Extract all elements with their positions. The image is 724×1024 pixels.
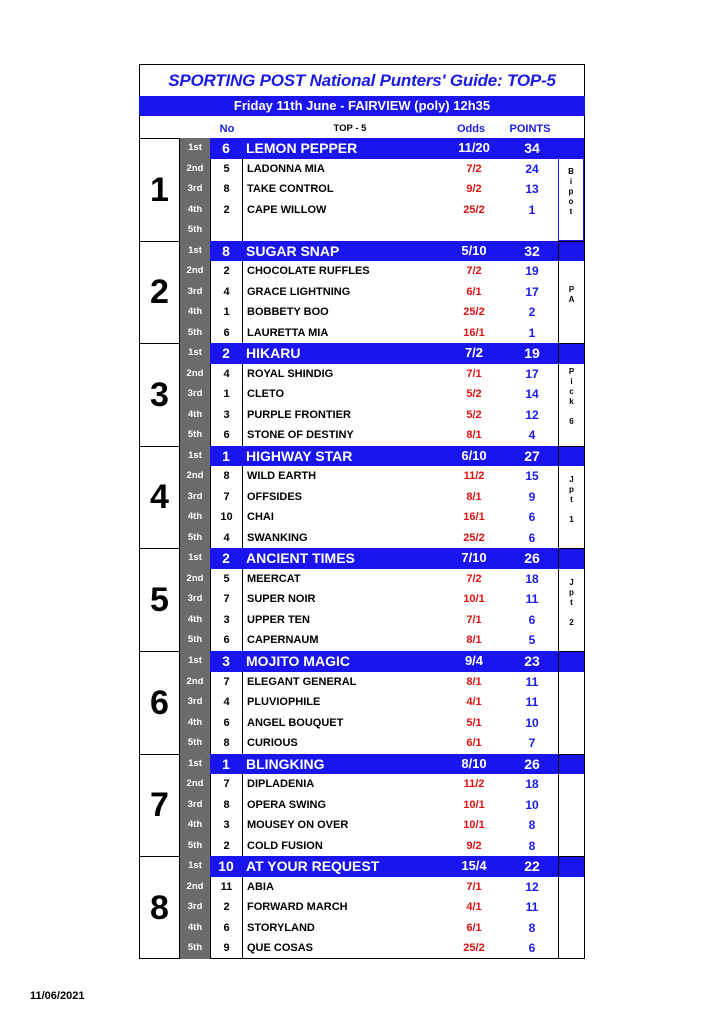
horse-number: 6 bbox=[210, 918, 242, 939]
points: 10 bbox=[525, 797, 539, 812]
horse-number: 4 bbox=[210, 528, 242, 549]
horse-number: 6 bbox=[210, 323, 242, 344]
odds: 7/2 bbox=[466, 265, 482, 278]
odds: 7/10 bbox=[461, 550, 487, 566]
bet-type-text: J p t 1 bbox=[569, 475, 574, 525]
horse-name: WILD EARTH bbox=[242, 466, 442, 487]
race-block bbox=[140, 754, 584, 857]
points: 8 bbox=[528, 838, 536, 853]
horse-number: 3 bbox=[210, 815, 242, 836]
bet-type-label bbox=[558, 138, 584, 241]
header-top5: TOP - 5 bbox=[333, 123, 367, 134]
points: 6 bbox=[528, 510, 536, 525]
position: 5th bbox=[187, 634, 203, 646]
position: 3rd bbox=[187, 696, 203, 707]
horse-name: ANGEL BOUQUET bbox=[242, 713, 442, 734]
points: 5 bbox=[528, 633, 536, 648]
horse-number: 8 bbox=[222, 242, 230, 259]
header-odds: Odds bbox=[456, 123, 486, 135]
horse-number: 6 bbox=[210, 630, 242, 651]
horse-name: OFFSIDES bbox=[242, 487, 442, 508]
table-row bbox=[180, 672, 584, 693]
points: 6 bbox=[528, 941, 536, 956]
points: 12 bbox=[525, 879, 539, 894]
position: 1st bbox=[180, 241, 210, 262]
position: 3rd bbox=[187, 285, 203, 297]
horse-number: 8 bbox=[210, 795, 242, 816]
race-number: 1 bbox=[140, 138, 180, 241]
horse-name: MOUSEY ON OVER bbox=[242, 815, 442, 836]
position: 1st bbox=[180, 446, 210, 467]
horse-name: COLD FUSION bbox=[242, 836, 442, 857]
race-number: 7 bbox=[140, 754, 180, 857]
position: 4th bbox=[187, 921, 203, 933]
horse-name: TAKE CONTROL bbox=[242, 179, 442, 200]
odds: 16/1 bbox=[463, 511, 485, 524]
table-row bbox=[180, 877, 584, 898]
odds: 10/1 bbox=[463, 819, 485, 832]
odds: 9/2 bbox=[466, 183, 482, 195]
table-row bbox=[180, 179, 584, 200]
horse-name: OPERA SWING bbox=[242, 795, 442, 816]
horse-number: 1 bbox=[210, 302, 242, 323]
horse-name: CHOCOLATE RUFFLES bbox=[242, 261, 442, 282]
race-number: 2 bbox=[140, 241, 180, 344]
bet-type-text: P A bbox=[568, 284, 575, 304]
bet-type-label bbox=[558, 446, 584, 549]
odds: 9/2 bbox=[466, 839, 482, 852]
horse-name: ROYAL SHINDIG bbox=[242, 364, 442, 385]
odds: 5/10 bbox=[461, 242, 487, 258]
position: 5th bbox=[187, 429, 203, 441]
horse-number: 2 bbox=[210, 897, 242, 918]
odds: 9/4 bbox=[464, 653, 484, 668]
top-pick-row bbox=[180, 548, 584, 569]
table-row bbox=[180, 487, 584, 508]
odds: 5/2 bbox=[466, 388, 482, 401]
bet-type-label bbox=[558, 343, 584, 446]
table-row bbox=[180, 610, 584, 631]
horse-number: 9 bbox=[210, 938, 242, 959]
odds: 8/10 bbox=[461, 755, 487, 771]
points: 32 bbox=[524, 242, 540, 259]
horse-number: 2 bbox=[210, 836, 242, 857]
odds: 7/1 bbox=[466, 613, 482, 626]
horse-number: 5 bbox=[210, 569, 242, 590]
points: 18 bbox=[525, 777, 539, 792]
race-number: 3 bbox=[140, 343, 180, 446]
bet-type-label bbox=[558, 651, 584, 754]
horse-name: SWANKING bbox=[242, 528, 442, 549]
horse-name: HIGHWAY STAR bbox=[246, 447, 353, 464]
points: 11 bbox=[525, 695, 539, 709]
odds: 25/2 bbox=[463, 203, 485, 216]
horse-name: UPPER TEN bbox=[242, 610, 442, 631]
position: 2nd bbox=[186, 778, 204, 790]
horse-name: SUPER NOIR bbox=[242, 589, 442, 610]
odds: 15/4 bbox=[461, 858, 487, 874]
table-row bbox=[180, 569, 584, 590]
race-block bbox=[140, 343, 584, 446]
odds bbox=[442, 220, 506, 241]
horse-name: GRACE LIGHTNING bbox=[242, 282, 442, 303]
odds: 8/1 bbox=[466, 675, 482, 688]
position: 5th bbox=[187, 737, 203, 748]
horse-number: 6 bbox=[210, 713, 242, 734]
position: 5th bbox=[187, 326, 203, 338]
horse-number bbox=[210, 220, 242, 241]
points: 11 bbox=[525, 674, 539, 689]
points: 1 bbox=[528, 202, 536, 217]
position: 1st bbox=[180, 343, 210, 364]
footer-date: 11/06/2021 bbox=[30, 990, 85, 1002]
horse-number: 1 bbox=[222, 755, 230, 772]
horse-name: SUGAR SNAP bbox=[246, 242, 340, 259]
bet-type-label bbox=[558, 856, 584, 959]
horse-name: QUE COSAS bbox=[242, 938, 442, 959]
race-number: 6 bbox=[140, 651, 180, 754]
position: 2nd bbox=[186, 880, 204, 892]
bet-type-label bbox=[558, 754, 584, 857]
position: 1st bbox=[180, 138, 210, 159]
position: 4th bbox=[187, 306, 203, 318]
table-row bbox=[180, 507, 584, 528]
horse-name: CAPERNAUM bbox=[242, 630, 442, 651]
bet-type-label bbox=[558, 241, 584, 344]
horse-number: 8 bbox=[210, 733, 242, 754]
position: 1st bbox=[180, 651, 210, 672]
position: 4th bbox=[187, 511, 203, 523]
table-row bbox=[180, 220, 584, 241]
position: 3rd bbox=[187, 490, 203, 502]
horse-name: ABIA bbox=[242, 877, 442, 898]
horse-name: MEERCAT bbox=[242, 569, 442, 590]
odds: 25/2 bbox=[463, 942, 485, 955]
table-row bbox=[180, 302, 584, 323]
points bbox=[506, 220, 558, 241]
table-row bbox=[180, 364, 584, 385]
odds: 7/2 bbox=[466, 572, 482, 585]
horse-name: DIPLADENIA bbox=[242, 774, 442, 795]
position: 4th bbox=[187, 716, 203, 728]
position: 1st bbox=[180, 856, 210, 877]
horse-number: 8 bbox=[210, 466, 242, 487]
horse-name: BOBBETY BOO bbox=[242, 302, 442, 323]
points: 8 bbox=[528, 818, 536, 833]
horse-number: 2 bbox=[210, 261, 242, 282]
odds: 4/1 bbox=[466, 696, 482, 708]
race-block bbox=[140, 548, 584, 651]
odds: 4/1 bbox=[466, 901, 482, 914]
horse-name: ELEGANT GENERAL bbox=[242, 672, 442, 693]
position: 2nd bbox=[186, 470, 204, 482]
odds: 11/2 bbox=[463, 778, 485, 791]
table-row bbox=[180, 159, 584, 180]
position: 3rd bbox=[187, 798, 203, 810]
race-meeting-subtitle: Friday 11th June - FAIRVIEW (poly) 12h35 bbox=[139, 96, 585, 116]
table-row bbox=[180, 774, 584, 795]
odds: 6/1 bbox=[466, 737, 482, 749]
horse-number: 7 bbox=[210, 672, 242, 693]
top-pick-row bbox=[180, 343, 584, 364]
position: 3rd bbox=[187, 901, 203, 913]
position: 1st bbox=[180, 548, 210, 569]
bet-type-text: J p t 2 bbox=[569, 577, 574, 627]
top-pick-row bbox=[180, 754, 584, 775]
horse-number: 10 bbox=[210, 507, 242, 528]
points: 19 bbox=[525, 264, 539, 279]
horse-number: 2 bbox=[222, 550, 230, 567]
race-number: 8 bbox=[140, 856, 180, 959]
table-row bbox=[180, 528, 584, 549]
race-number: 5 bbox=[140, 548, 180, 651]
horse-number: 6 bbox=[222, 140, 230, 156]
points: 26 bbox=[524, 550, 540, 567]
odds: 6/1 bbox=[466, 285, 482, 298]
top-pick-row bbox=[180, 138, 584, 159]
table-row bbox=[180, 384, 584, 405]
page-title: SPORTING POST National Punters' Guide: TOP-5 bbox=[168, 71, 556, 90]
odds: 8/1 bbox=[466, 634, 482, 647]
top-pick-row bbox=[180, 241, 584, 262]
position: 4th bbox=[187, 819, 203, 831]
horse-number: 5 bbox=[210, 159, 242, 180]
header-no: No bbox=[219, 123, 235, 135]
horse-number: 2 bbox=[210, 200, 242, 221]
table-row bbox=[180, 713, 584, 734]
horse-number: 8 bbox=[210, 179, 242, 200]
race-block bbox=[140, 241, 584, 344]
table-row bbox=[180, 897, 584, 918]
points: 8 bbox=[528, 920, 536, 935]
horse-number: 3 bbox=[222, 653, 230, 669]
horse-name: CAPE WILLOW bbox=[242, 200, 442, 221]
odds: 5/2 bbox=[466, 408, 482, 421]
position: 4th bbox=[187, 408, 203, 420]
odds: 11/20 bbox=[458, 140, 490, 155]
bet-type-text: P i c k 6 bbox=[568, 367, 575, 427]
table-row bbox=[180, 795, 584, 816]
table-row bbox=[180, 405, 584, 426]
table-row bbox=[180, 815, 584, 836]
table-row bbox=[180, 938, 584, 959]
horse-name: PURPLE FRONTIER bbox=[242, 405, 442, 426]
horse-name: CHAI bbox=[242, 507, 442, 528]
top-pick-row bbox=[180, 446, 584, 467]
points: 17 bbox=[525, 366, 539, 381]
top-pick-row bbox=[180, 651, 584, 672]
horse-name: CURIOUS bbox=[242, 733, 442, 754]
points: 34 bbox=[524, 140, 540, 156]
position: 2nd bbox=[186, 572, 204, 584]
table-row bbox=[180, 630, 584, 651]
race-block bbox=[140, 138, 584, 241]
odds: 7/1 bbox=[466, 880, 482, 893]
points: 7 bbox=[528, 736, 536, 750]
position: 4th bbox=[187, 203, 203, 215]
horse-number: 10 bbox=[218, 858, 234, 875]
points: 6 bbox=[528, 530, 536, 545]
horse-number: 3 bbox=[210, 610, 242, 631]
horse-number: 7 bbox=[210, 774, 242, 795]
position: 5th bbox=[187, 531, 203, 543]
guide-sheet bbox=[139, 64, 585, 959]
horse-number: 11 bbox=[210, 877, 242, 898]
points: 19 bbox=[524, 345, 540, 362]
horse-name: AT YOUR REQUEST bbox=[246, 858, 380, 875]
horse-number: 4 bbox=[210, 282, 242, 303]
points: 2 bbox=[528, 305, 536, 320]
table-row bbox=[180, 323, 584, 344]
position: 2nd bbox=[186, 367, 204, 379]
odds: 25/2 bbox=[463, 306, 485, 319]
odds: 25/2 bbox=[463, 531, 485, 544]
odds: 8/1 bbox=[466, 490, 482, 503]
points: 4 bbox=[528, 428, 536, 443]
points: 11 bbox=[525, 900, 539, 915]
position: 5th bbox=[187, 224, 203, 235]
points: 11 bbox=[525, 592, 539, 607]
odds: 16/1 bbox=[463, 326, 485, 339]
table-row bbox=[180, 692, 584, 713]
horse-name: STONE OF DESTINY bbox=[242, 425, 442, 446]
position: 2nd bbox=[186, 265, 204, 277]
horse-number: 1 bbox=[222, 447, 230, 464]
header-points: POINTS bbox=[509, 123, 551, 135]
horse-name: LAURETTA MIA bbox=[242, 323, 442, 344]
race-block bbox=[140, 856, 584, 959]
points: 27 bbox=[524, 447, 540, 464]
table-row bbox=[180, 425, 584, 446]
horse-name: ANCIENT TIMES bbox=[246, 550, 355, 567]
race-block bbox=[140, 651, 584, 754]
horse-name: PLUVIOPHILE bbox=[242, 692, 442, 713]
odds: 7/2 bbox=[464, 345, 484, 361]
horse-name: CLETO bbox=[242, 384, 442, 405]
horse-number: 2 bbox=[222, 345, 230, 362]
points: 9 bbox=[528, 489, 536, 504]
horse-number: 4 bbox=[210, 692, 242, 713]
horse-number: 6 bbox=[210, 425, 242, 446]
position: 5th bbox=[187, 942, 203, 954]
points: 15 bbox=[525, 469, 539, 484]
horse-number: 4 bbox=[210, 364, 242, 385]
horse-name: LEMON PEPPER bbox=[246, 140, 358, 156]
points: 22 bbox=[524, 858, 540, 875]
points: 17 bbox=[525, 284, 539, 299]
odds: 10/1 bbox=[463, 593, 485, 606]
race-number: 4 bbox=[140, 446, 180, 549]
table-row bbox=[180, 466, 584, 487]
table-row bbox=[180, 589, 584, 610]
points: 18 bbox=[525, 571, 539, 586]
points: 26 bbox=[524, 755, 540, 772]
race-block bbox=[140, 446, 584, 549]
table-row bbox=[180, 200, 584, 221]
horse-number: 7 bbox=[210, 589, 242, 610]
horse-name: FORWARD MARCH bbox=[242, 897, 442, 918]
horse-name: MOJITO MAGIC bbox=[246, 653, 350, 669]
points: 14 bbox=[525, 387, 539, 402]
position: 3rd bbox=[187, 388, 203, 400]
table-row bbox=[180, 282, 584, 303]
odds: 10/1 bbox=[463, 798, 485, 811]
odds: 7/1 bbox=[466, 367, 482, 380]
position: 5th bbox=[187, 839, 203, 851]
points: 13 bbox=[525, 182, 539, 196]
points: 1 bbox=[528, 325, 536, 340]
table-row bbox=[180, 918, 584, 939]
odds: 6/10 bbox=[461, 447, 487, 463]
horse-name: LADONNA MIA bbox=[242, 159, 442, 180]
horse-number: 7 bbox=[210, 487, 242, 508]
table-row bbox=[180, 836, 584, 857]
bet-type-text: B i p o t bbox=[568, 167, 574, 217]
horse-name bbox=[242, 220, 442, 241]
points: 12 bbox=[525, 407, 539, 422]
horse-name: BLINGKING bbox=[246, 755, 325, 772]
odds: 11/2 bbox=[463, 470, 485, 483]
odds: 6/1 bbox=[466, 921, 482, 934]
horse-number: 1 bbox=[210, 384, 242, 405]
position: 2nd bbox=[186, 675, 204, 687]
odds: 8/1 bbox=[466, 429, 482, 442]
horse-number: 3 bbox=[210, 405, 242, 426]
odds: 5/1 bbox=[466, 716, 482, 729]
table-row bbox=[180, 261, 584, 282]
bet-type-label bbox=[558, 548, 584, 651]
horse-name: STORYLAND bbox=[242, 918, 442, 939]
table-row bbox=[180, 733, 584, 754]
position: 3rd bbox=[187, 593, 203, 605]
top-pick-row bbox=[180, 856, 584, 877]
odds: 7/2 bbox=[466, 162, 482, 175]
points: 23 bbox=[524, 653, 540, 669]
position: 1st bbox=[180, 754, 210, 775]
points: 6 bbox=[528, 612, 536, 627]
position: 2nd bbox=[186, 162, 204, 174]
points: 24 bbox=[525, 161, 539, 176]
position: 3rd bbox=[187, 183, 203, 194]
points: 10 bbox=[525, 715, 539, 730]
position: 4th bbox=[187, 613, 203, 625]
horse-name: HIKARU bbox=[246, 345, 301, 362]
